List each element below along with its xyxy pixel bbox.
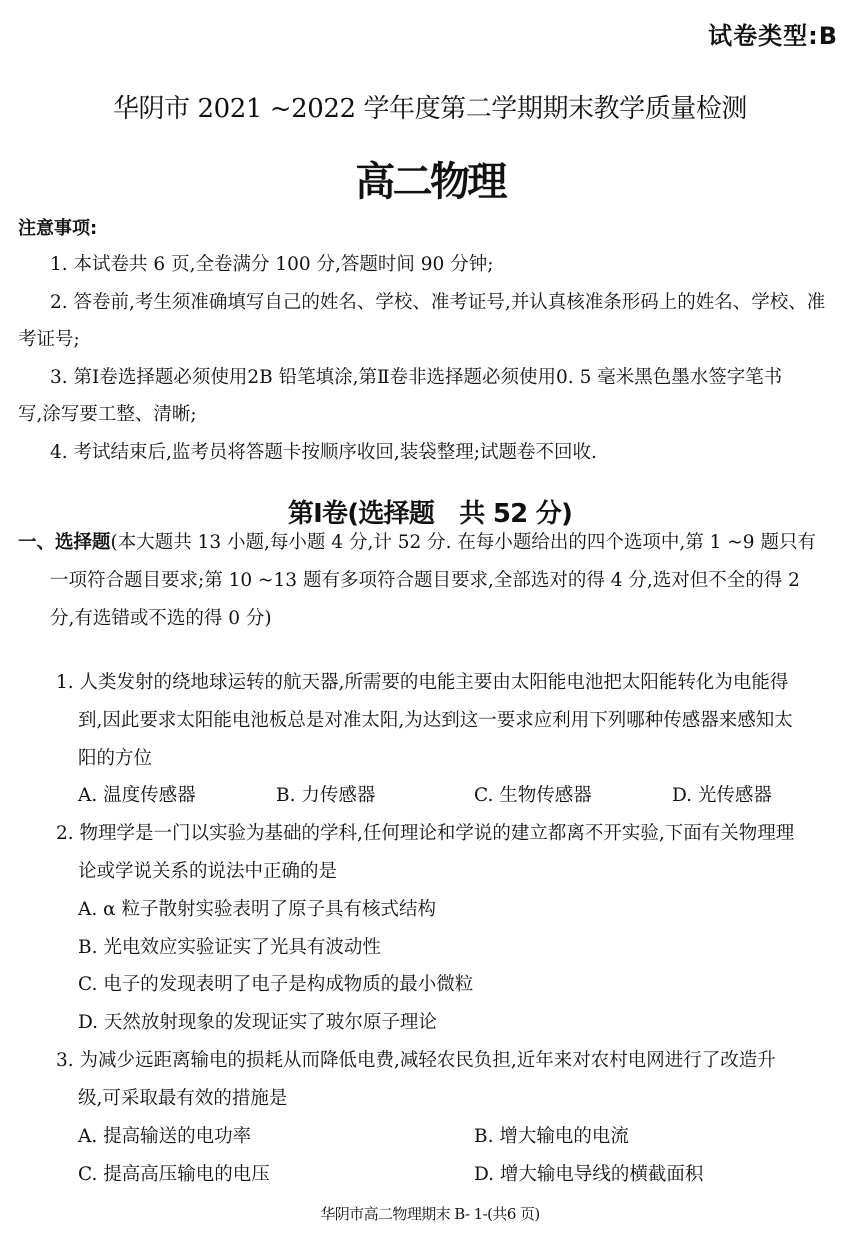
notice-item-2-line2: 考证号;: [18, 329, 80, 350]
q1-option-b: B. 力传感器: [276, 785, 376, 806]
q1-option-d: D. 光传感器: [672, 785, 772, 806]
q3-stem-line2: 级,可采取最有效的措施是: [78, 1088, 288, 1109]
q1-stem-line3: 阳的方位: [78, 748, 153, 769]
notice-item-3-line1: 3. 第Ⅰ卷选择题必须使用2B 铅笔填涂,第Ⅱ卷非选择题必须使用0. 5 毫米黑色墨水签字笔书: [50, 367, 783, 388]
q2-option-c: C. 电子的发现表明了电子是构成物质的最小微粒: [78, 974, 474, 995]
q1-stem-line1: 1. 人类发射的绕地球运转的航天器,所需要的电能主要由太阳能电池把太阳能转化为电能得: [56, 672, 789, 693]
subject-title: 高二物理: [355, 159, 505, 205]
section-intro-line1: [18, 524, 816, 562]
q1-stem-line2: 到,因此要求太阳能电池板总是对准太阳,为达到这一要求应利用下列哪种传感器来感知太: [78, 710, 793, 731]
q2-option-a: A. α 粒子散射实验表明了原子具有核式结构: [78, 899, 436, 920]
q3-option-b: B. 增大输电的电流: [474, 1126, 629, 1147]
part-1-title: 第Ⅰ卷(选择题 共 52 分): [287, 499, 573, 529]
page-footer: 华阴市高二物理期末 B- 1-(共6 页): [320, 1205, 540, 1223]
q2-option-b: B. 光电效应实验证实了光具有波动性: [78, 937, 381, 958]
exam-title: 华阴市 2021 ~2022 学年度第二学期期末教学质量检测: [112, 94, 748, 124]
q3-option-c: C. 提高高压输电的电压: [78, 1164, 270, 1185]
q3-stem-line1: 3. 为减少远距离输电的损耗从而降低电费,减轻农民负担,近年来对农村电网进行了改造升: [56, 1050, 776, 1071]
section-desc-line3: 分,有选错或不选的得 0 分): [50, 608, 272, 629]
q2-option-d: D. 天然放射现象的发现证实了玻尔原子理论: [78, 1012, 437, 1033]
notice-heading: 注意事项:: [18, 218, 98, 239]
q3-option-d: D. 增大输电导线的横截面积: [474, 1164, 704, 1185]
notice-item-1: 1. 本试卷共 6 页,全卷满分 100 分,答题时间 90 分钟;: [50, 254, 494, 275]
notice-item-3-line2: 写,涂写要工整、清晰;: [18, 404, 197, 425]
section-desc-line1: (本大题共 13 小题,每小题 4 分,计 52 分. 在每小题给出的四个选项中,第 1 ~9 题只有: [110, 532, 816, 553]
q2-stem-line1: 2. 物理学是一门以实验为基础的学科,任何理论和学说的建立都离不开实验,下面有关物理理: [56, 823, 795, 844]
section-label: 一、选择题: [18, 532, 111, 553]
q1-option-c: C. 生物传感器: [474, 785, 592, 806]
q1-option-a: A. 温度传感器: [78, 785, 196, 806]
notice-item-4: 4. 考试结束后,监考员将答题卡按顺序收回,装袋整理;试题卷不回收.: [50, 442, 597, 463]
paper-type-label: 试卷类型:B: [708, 22, 838, 50]
section-desc-line2: 一项符合题目要求;第 10 ~13 题有多项符合题目要求,全部选对的得 4 分,选对但不全的得 2: [50, 570, 800, 591]
notice-item-2-line1: 2. 答卷前,考生须准确填写自己的姓名、学校、准考证号,并认真核准条形码上的姓名、学校、准: [50, 292, 826, 313]
q3-option-a: A. 提高输送的电功率: [78, 1126, 252, 1147]
q2-stem-line2: 论或学说关系的说法中正确的是: [78, 861, 338, 882]
